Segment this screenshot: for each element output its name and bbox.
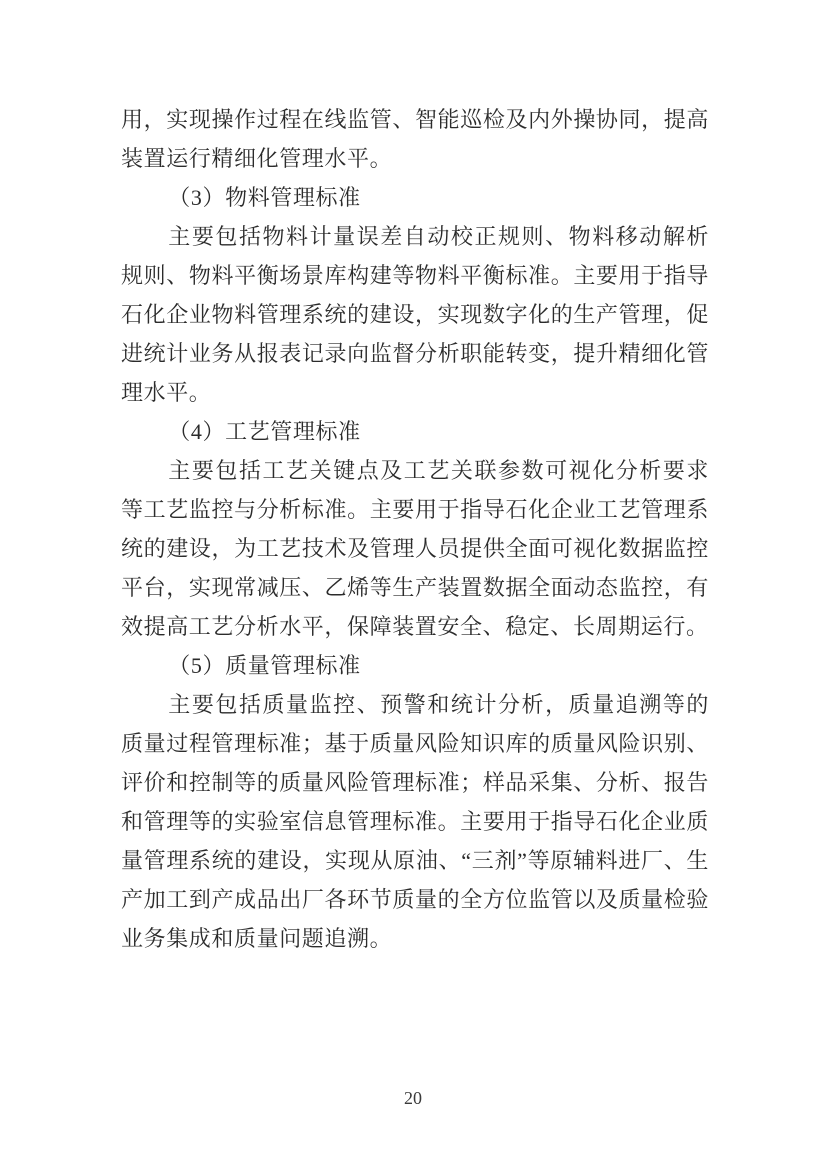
page-content xyxy=(121,100,709,958)
paragraph-process-management: 主要包括工艺关键点及工艺关联参数可视化分析要求等工艺监控与分析标准。主要用于指导石化企业工艺管理系统的建设，为工艺技术及管理人员提供全面可视化数据监控平台，实现常减压、乙烯等生产装置数据全面动态监控，有效提高工艺分析水平，保障装置安全、稳定、长周期运行。 xyxy=(121,458,709,639)
section-heading-material-management: （3）物料管理标准 xyxy=(168,185,361,210)
page-number: 20 xyxy=(404,1088,422,1108)
section-heading-quality-management: （5）质量管理标准 xyxy=(168,653,361,678)
paragraph-material-management: 主要包括物料计量误差自动校正规则、物料移动解析规则、物料平衡场景库构建等物料平衡标准。主要用于指导石化企业物料管理系统的建设，实现数字化的生产管理，促进统计业务从报表记录向监督分析职能转变，提升精细化管理水平。 xyxy=(121,224,709,405)
section-heading-process-management: （4）工艺管理标准 xyxy=(168,419,361,444)
paragraph-quality-management: 主要包括质量监控、预警和统计分析，质量追溯等的质量过程管理标准；基于质量风险知识库的质量风险识别、评价和控制等的质量风险管理标准；样品采集、分析、报告和管理等的实验室信息管理标准。主要用于指导石化企业质量管理系统的建设，实现从原油、“三剂”等原辅料进厂、生产加工到产成品出厂各环节质量的全方位监管以及质量检验业务集成和质量问题追溯。 xyxy=(121,692,709,951)
page-footer xyxy=(0,1086,826,1110)
paragraph-continuation: 用，实现操作过程在线监管、智能巡检及内外操协同，提高装置运行精细化管理水平。 xyxy=(121,107,709,171)
